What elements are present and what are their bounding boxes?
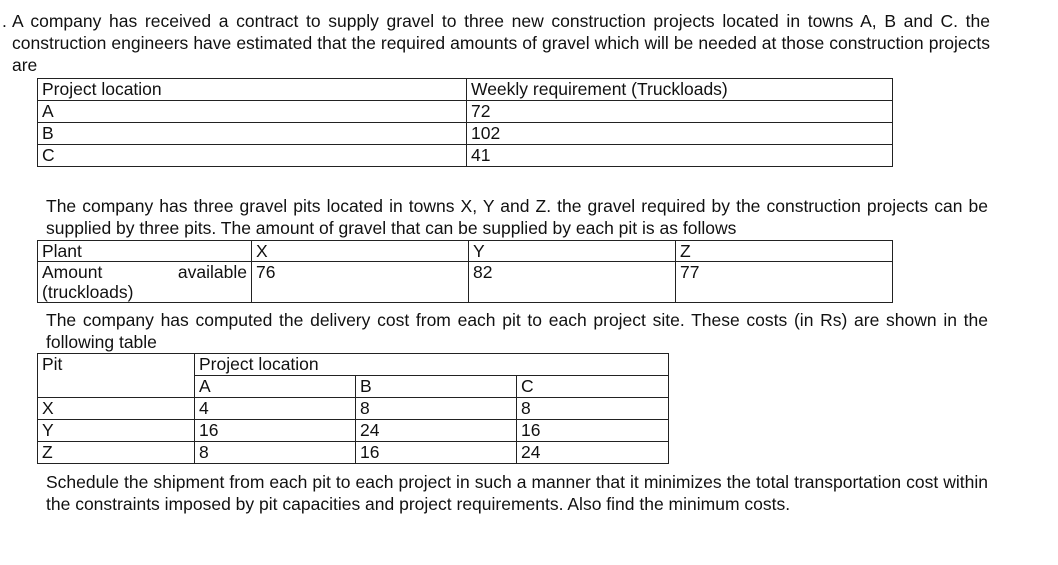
table-row — [38, 101, 893, 123]
amount-word: Amount — [42, 262, 103, 282]
bullet-mark: . — [2, 11, 7, 31]
pits-paragraph: The company has three gravel pits located in towns X, Y and Z. the gravel required by the construction projects can be supplied by three pits. The amount of gravel that can be supplied by each pit is as follows — [46, 196, 988, 238]
project-cell: B — [38, 123, 467, 145]
capacity-cell: 76 — [252, 262, 469, 303]
cost-cell: 24 — [517, 442, 669, 464]
project-cell: C — [38, 145, 467, 167]
table-header-row — [38, 354, 669, 376]
requirement-cell: 72 — [467, 101, 893, 123]
pit-cell: Z — [38, 442, 195, 464]
cost-paragraph: The company has computed the delivery cost from each pit to each project site. These costs (in Rs) are shown in the following table — [46, 310, 988, 352]
header-plant-y: Y — [469, 241, 676, 262]
table-row — [38, 262, 893, 303]
pit-cell: Y — [38, 420, 195, 442]
column-c: C — [517, 376, 669, 398]
cost-cell: 16 — [356, 442, 517, 464]
table-row — [38, 145, 893, 167]
header-plant: Plant — [38, 241, 252, 262]
header-project-location: Project location — [195, 354, 669, 376]
capacity-cell: 82 — [469, 262, 676, 303]
task-paragraph: Schedule the shipment from each pit to each project in such a manner that it minimizes the total transportation cost within the constraints imposed by pit capacities and project requirements. Also find the minimum costs. — [46, 472, 988, 514]
header-plant-x: X — [252, 241, 469, 262]
cost-table — [37, 353, 669, 464]
amount-available-label — [38, 262, 252, 303]
column-a: A — [195, 376, 356, 398]
header-weekly-requirement: Weekly requirement (Truckloads) — [467, 79, 893, 101]
project-cell: A — [38, 101, 467, 123]
cost-cell: 8 — [517, 398, 669, 420]
cost-cell: 8 — [356, 398, 517, 420]
header-project-location: Project location — [38, 79, 467, 101]
header-pit: Pit — [38, 354, 195, 398]
table-row — [38, 123, 893, 145]
table-row — [38, 420, 669, 442]
plant-capacity-table — [37, 240, 893, 303]
requirements-table — [37, 78, 893, 167]
truckloads-word: (truckloads) — [42, 282, 134, 302]
cost-cell: 16 — [517, 420, 669, 442]
cost-cell: 4 — [195, 398, 356, 420]
cost-cell: 24 — [356, 420, 517, 442]
requirement-cell: 102 — [467, 123, 893, 145]
pit-cell: X — [38, 398, 195, 420]
intro-text: A company has received a contract to supply gravel to three new construction projects located in towns A, B and C. the construction engineers have estimated that the required amounts of gravel which will be needed at those construction projects are — [12, 11, 990, 75]
requirement-cell: 41 — [467, 145, 893, 167]
available-word: available — [177, 262, 247, 282]
capacity-cell: 77 — [676, 262, 893, 303]
intro-paragraph — [2, 10, 990, 76]
header-plant-z: Z — [676, 241, 893, 262]
table-row — [38, 442, 669, 464]
cost-cell: 16 — [195, 420, 356, 442]
cost-cell: 8 — [195, 442, 356, 464]
column-b: B — [356, 376, 517, 398]
table-header-row — [38, 79, 893, 101]
table-row — [38, 398, 669, 420]
table-header-row — [38, 241, 893, 262]
